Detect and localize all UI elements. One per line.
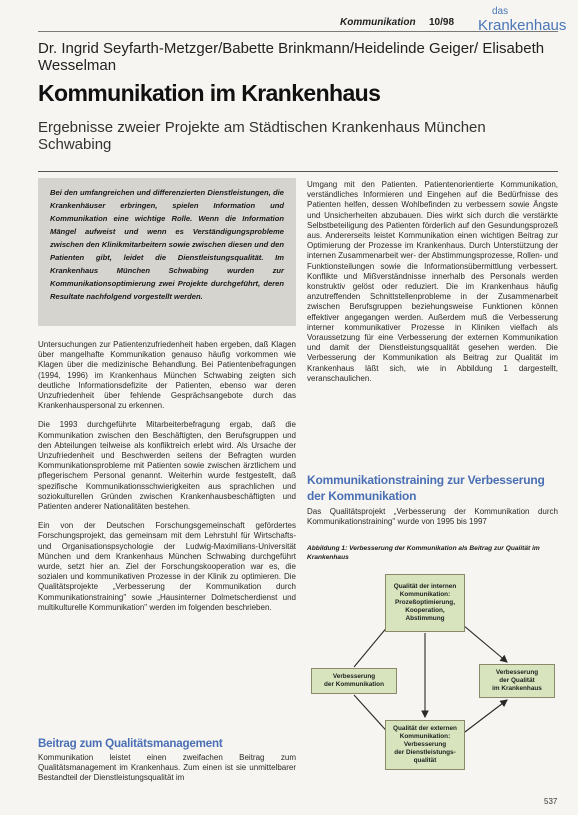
box-line: Prozeßoptimierung, <box>394 599 455 606</box>
logo-small-text: das <box>492 6 509 17</box>
box-line: Verbesserung <box>495 669 539 676</box>
left-column-continued <box>38 753 296 793</box>
header-issue: 10/98 <box>429 17 455 28</box>
box-line: der Qualität <box>499 677 535 684</box>
journal-logo <box>478 6 566 34</box>
paragraph: Ein von der Deutschen Forschungsgemeinschaft gefördertes Forschungsprojekt, das gemeinsam mit dem Lehrstuhl für Wirtschafts- und Organisationspsychologie der Ludwig-Maximilians-Universität München und dem Krankenhaus München Schwabing durchgeführt wurde, setzt hier an. Ziel der Forschungskooperation war es, die sozialen und kommunikativen Prozesse in der Klinik zu optimieren. Die Qualitätsprojekte „Verbesserung der Kommunikation durch Kommunikationstraining" sowie „Hausinterner Dolmetscherdienst und multikulturelle Kommunikation" werden im folgenden beschrieben. <box>38 521 296 612</box>
paragraph: Untersuchungen zur Patientenzufriedenheit haben ergeben, daß Klagen über mangelhafte Kommunikation genauso häufig vorkommen wie Klagen über die medizinische Behandlung. Bei Patientenbefragungen (1994, 1996) im Krankenhaus München Schwabing zeigten sich deutliche Informationsdefizite der Patienten, ebenso war deren Unzufriedenheit über fehlende Gesprächsangebote durch das Krankenhauspersonal zu erkennen. <box>38 340 296 411</box>
paragraph: Umgang mit den Patienten. Patientenorientierte Kommunikation, verständliches Informieren und Eingehen auf die Bedürfnisse des Patienten helfen, dessen Wohlbefinden zu verbessern sowie Ängste und Unsicherheiten abzubauen. Dies wirkt sich durch die verstärkte Selbstbeteiligung des Patienten förderlich auf den Gesundungsprozeß aus. Andererseits leistet Kommunikation einen wichtigen Beitrag zur Optimierung der Prozesse im Krankenhaus. Durch Unterstützung der internen Zusammenarbeit wer- der Abstimmungsprozesse, Rollen- und Funktionsteilungen sowie die Informationsübermittlung verbessert. Konflikte und Mißverständnisse innerhalb des Personals werden konstruktiv gelöst oder reduziert. Die im Krankenhaus häufig anzutreffenden Schnittstellenprobleme in der Zusammenarbeit zwischen Berufsgruppen beziehungsweise Funktionen können effektiver angegangen werden. Außerdem muß die Verbesserung interner kommunikativer Prozesse in Kliniken vielfach als Voraussetzung für eine Verbesserung der externen Kommunikation und damit der Dienstleistungsqualität gesehen werden. Die Verbesserung der Kommunikation als Beitrag zur Qualität im Krankenhaus läßt sich, wie in Abbildung 1 dargestellt, veranschaulichen. <box>307 180 558 383</box>
authors: Dr. Ingrid Seyfarth-Metzger/Babette Brinkmann/Heidelinde Geiger/ Elisabeth Wesselman <box>38 40 545 74</box>
article-subtitle: Ergebnisse zweier Projekte am Städtischen Krankenhaus München Schwabing <box>38 119 486 153</box>
figure-caption: Abbildung 1: Verbesserung der Kommunikation als Beitrag zur Qualität im Krankenhaus <box>307 545 540 561</box>
left-column <box>38 340 296 622</box>
box-line: der Kommunikation <box>323 681 384 688</box>
title-rule <box>38 171 558 172</box>
box-line: qualität <box>413 757 437 764</box>
box-line: Qualität der internen <box>393 583 457 590</box>
running-header <box>0 6 578 32</box>
box-line: der Dienstleistungs- <box>394 749 456 756</box>
diagram-box-improve-quality <box>479 664 555 698</box>
box-line: Abstimmung <box>405 615 445 622</box>
paragraph: Die 1993 durchgeführte Mitarbeiterbefragung ergab, daß die Kommunikation zwischen den Beschäftigten, den Berufsgruppen und den Abteilungen teilweise als konfliktreich erlebt wird. Als Ursache der Unzufriedenheit und Beschwerden seitens der Befragten wurden Kommunikationsprobleme mit Patienten sowie zwischen ärztlichem und pflegerischem Personal genannt. Weiterhin wurde festgestellt, daß spezifische Kommunikationsschwierigkeiten aus sprachlichen und soziokulturellen Gründen zwischen Krankenhausbeschäftigten und Patienten anderer Nationalitäten bestehen. <box>38 420 296 512</box>
box-line: im Krankenhaus <box>492 685 542 692</box>
paragraph: Kommunikation leistet einen zweifachen Beitrag zum Qualitätsmanagement im Krankenhaus. Zum einen ist sie unmittelbarer Bestandteil der Dienstleistungsqualität im <box>38 753 296 783</box>
article-title: Kommunikation im Krankenhaus <box>38 80 381 106</box>
box-line: Qualität der externen <box>393 725 457 732</box>
header-section: Kommunikation <box>340 17 416 28</box>
figure-diagram <box>307 570 558 780</box>
logo-big-text: Krankenhaus <box>478 17 567 34</box>
diagram-box-external-communication <box>385 720 465 770</box>
box-line: Kommunikation: <box>399 733 451 740</box>
header-rule <box>38 31 558 32</box>
box-line: Verbesserung <box>403 741 447 748</box>
box-line: Verbesserung <box>332 673 376 680</box>
box-line: Kommunikation: <box>399 591 451 598</box>
diagram-box-internal-communication <box>385 574 465 632</box>
page-number: 537 <box>544 797 558 806</box>
right-column-continued <box>307 507 558 536</box>
paragraph: Das Qualitätsprojekt „Verbesserung der Kommunikation durch Kommunikationstraining" wurde von 1995 bis 1997 <box>307 507 558 527</box>
box-line: Kooperation, <box>405 607 445 614</box>
right-column <box>307 180 558 393</box>
abstract-box: Bei den umfangreichen und differenzierten Dienstleistungen, die Krankenhäuser erbringen, spielen Information und Kommunikation eine wichtige Rolle. Wenn die Information Mängel aufweist und wenn es Verständigungsprobleme zwischen den Klinikmitarbeitern sowie zwischen diesen und den Patienten gibt, leidet die Dienstleistungsqualität. Im Krankenhaus München Schwabing wurden zur Kommunikationsoptimierung zwei Projekte durchgeführt, deren Resultate nachfolgend vorgestellt werden. <box>38 178 296 326</box>
section-heading-training: Kommunikationstraining zur Verbesserung der Kommunikation <box>307 473 545 503</box>
section-heading-quality: Beitrag zum Qualitätsmanagement <box>38 737 223 750</box>
diagram-box-improve-communication <box>311 668 397 694</box>
